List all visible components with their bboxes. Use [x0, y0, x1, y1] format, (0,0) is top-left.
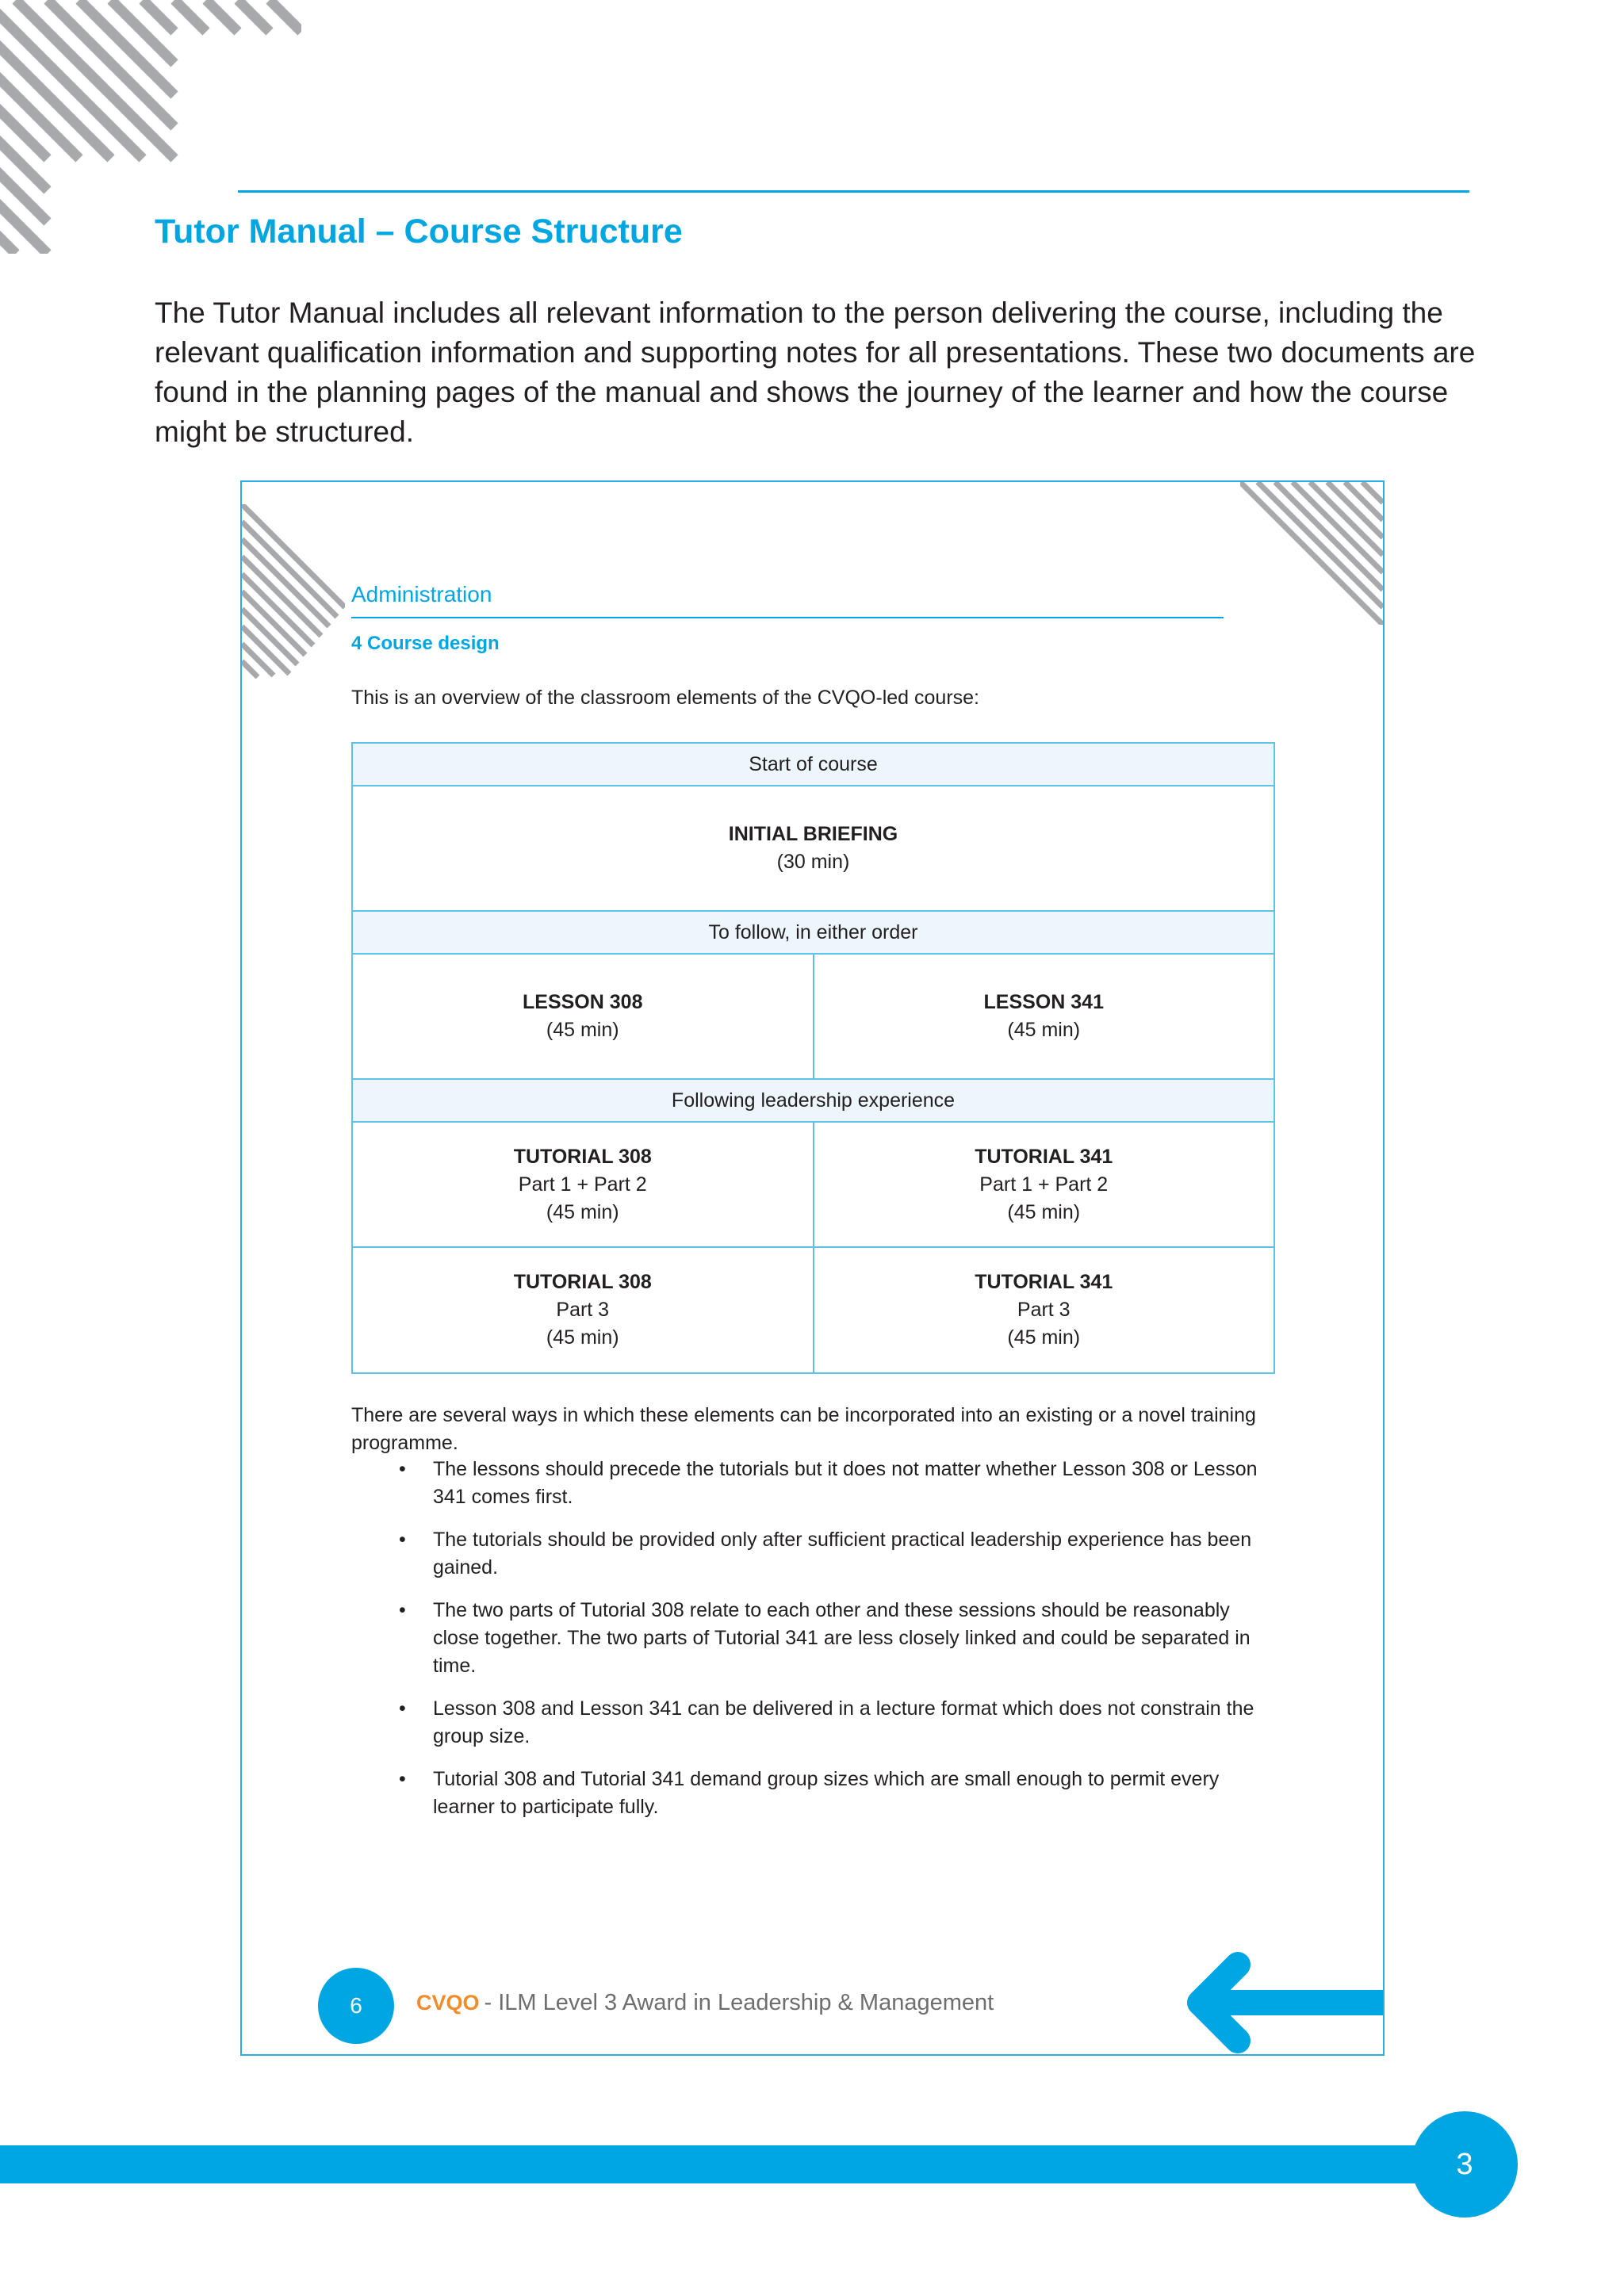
cell-title: TUTORIAL 308 [513, 1271, 652, 1293]
table-cell [813, 955, 1274, 1078]
cell-title: TUTORIAL 308 [513, 1145, 652, 1168]
cell-duration: (45 min) [1007, 1326, 1081, 1349]
intro-paragraph: The Tutor Manual includes all relevant information to the person delivering the course, including the relevant qualification information and supporting notes for all presentations. These two documents are found in the planning pages of the manual and shows the journey of the learner and how the course might be structured. [155, 297, 1476, 448]
list-item-text: Lesson 308 and Lesson 341 can be delivered in a lecture format which does not constrain the group size. [433, 1697, 1254, 1747]
cell-parts: Part 3 [1017, 1299, 1071, 1321]
cell-title: TUTORIAL 341 [975, 1271, 1113, 1293]
section-title: Administration [351, 582, 492, 607]
cell-title: LESSON 308 [523, 991, 643, 1013]
inset-stripes-right-decoration [1240, 482, 1383, 625]
list-item [351, 1695, 1279, 1751]
list-item [351, 1597, 1279, 1680]
band-label: Following leadership experience [671, 1089, 956, 1112]
table-cell [813, 1123, 1274, 1246]
cell-title: TUTORIAL 341 [975, 1145, 1113, 1168]
table-cell [353, 1123, 813, 1246]
footer-band [0, 2145, 1491, 2183]
cell-parts: Part 1 + Part 2 [518, 1173, 647, 1196]
table-band-start [351, 742, 1275, 786]
table-cell [353, 1248, 813, 1372]
table-band-order [351, 910, 1275, 955]
heading-rule [238, 190, 1469, 193]
arrow-left-icon[interactable] [1185, 1950, 1385, 2055]
table-cell [353, 955, 813, 1078]
inset-footer [416, 1990, 994, 2016]
cell-duration: (30 min) [776, 851, 850, 873]
table-cell [353, 821, 1274, 876]
band-label: To follow, in either order [708, 920, 918, 943]
table-row-tutorials-a [351, 1121, 1275, 1248]
page-heading: Tutor Manual – Course Structure [155, 212, 683, 251]
guidance-list [351, 1456, 1279, 1836]
course-structure-table [351, 742, 1275, 1374]
footer-text: - ILM Level 3 Award in Leadership & Management [484, 1990, 994, 2015]
table-band-experience [351, 1078, 1275, 1123]
cell-title: INITIAL BRIEFING [728, 823, 898, 845]
list-item-text: Tutorial 308 and Tutorial 341 demand group sizes which are small enough to permit every learner to participate fully. [433, 1768, 1220, 1818]
bullet-icon: • [399, 1529, 406, 1551]
cell-duration: (45 min) [546, 1019, 619, 1041]
cell-title: LESSON 341 [983, 991, 1104, 1013]
band-label: Start of course [749, 752, 878, 775]
manual-page-preview [240, 480, 1385, 2056]
table-row-tutorials-b [351, 1246, 1275, 1374]
cvqo-logo: CVQO [416, 1991, 480, 2015]
list-item-text: The lessons should precede the tutorials but it does not matter whether Lesson 308 or Lesson 341 comes first. [433, 1458, 1258, 1508]
cell-duration: (45 min) [546, 1200, 619, 1223]
cell-parts: Part 3 [556, 1299, 610, 1321]
bullet-icon: • [399, 1768, 406, 1790]
bullet-icon: • [399, 1458, 406, 1480]
list-item-text: The tutorials should be provided only after sufficient practical leadership experience has been gained. [433, 1529, 1252, 1578]
page-number: 3 [1411, 2111, 1518, 2218]
overview-text: This is an overview of the classroom elements of the CVQO-led course: [351, 687, 979, 709]
list-item [351, 1526, 1279, 1582]
bullet-icon: • [399, 1697, 406, 1720]
table-row-briefing [351, 785, 1275, 912]
table-cell [813, 1248, 1274, 1372]
cell-duration: (45 min) [546, 1326, 619, 1349]
inset-stripes-left-decoration [242, 504, 345, 679]
after-table-text: There are several ways in which these elements can be incorporated into an existing or a novel training programme. [351, 1404, 1256, 1454]
cell-duration: (45 min) [1007, 1200, 1081, 1223]
cell-parts: Part 1 + Part 2 [979, 1173, 1109, 1196]
table-row-lessons [351, 953, 1275, 1080]
cell-duration: (45 min) [1007, 1019, 1081, 1041]
inset-page-number: 6 [318, 1968, 394, 2044]
bullet-icon: • [399, 1599, 406, 1621]
list-item-text: The two parts of Tutorial 308 relate to each other and these sessions should be reasonably close together. The two parts of Tutorial 341 are less closely linked and could be separated in time. [433, 1599, 1251, 1677]
subsection-title: 4 Course design [351, 633, 500, 654]
section-rule [351, 617, 1224, 618]
list-item [351, 1456, 1279, 1511]
list-item [351, 1766, 1279, 1821]
